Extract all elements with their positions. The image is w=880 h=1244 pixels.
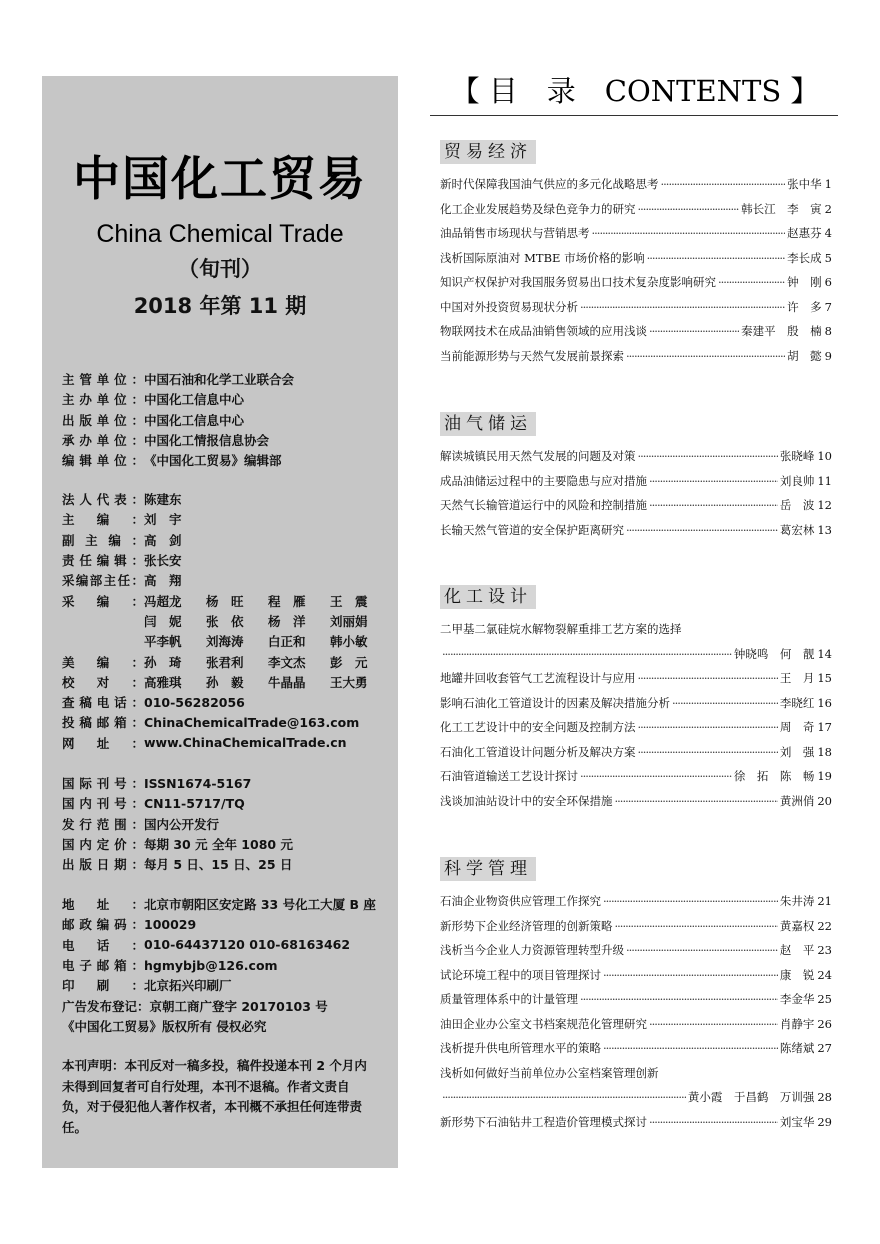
dot-leader: [580, 300, 785, 314]
staff-name: 李文杰: [268, 654, 306, 670]
info-label: 校 对 ：: [62, 674, 144, 690]
info-row: [62, 430, 392, 450]
entry-page: 6: [824, 275, 832, 289]
entry-title: 新形势下企业经济管理的创新策略: [440, 918, 613, 933]
info-value: 010-64437120 010-68163462: [144, 937, 351, 953]
entry-page: 27: [817, 1041, 832, 1055]
info-value: ISSN1674-5167: [144, 775, 252, 791]
entry-title: 解读城镇民用天然气发展的问题及对策: [440, 449, 636, 463]
contents-entry: [440, 646, 832, 671]
info-label: 投 稿 邮 箱 ：: [62, 715, 144, 731]
entry-page: 1: [824, 177, 832, 191]
dot-leader: [649, 324, 739, 338]
staff-names: [144, 632, 384, 650]
info-label: 出 版 单 位 ：: [62, 412, 144, 428]
entry-title: 油品销售市场现状与营销思考: [440, 226, 590, 240]
info-label: 法 人 代 表 ：: [62, 492, 144, 508]
staff-row: [62, 692, 392, 712]
info-value: 北京拓兴印刷厂: [144, 978, 232, 994]
staff-name: 高 翔: [144, 573, 182, 589]
info-row: [62, 773, 392, 793]
staff-names: [144, 490, 182, 508]
journal-title: 中国化工贸易: [73, 152, 367, 207]
entry-title: 浅析提升供电所管理水平的策略: [440, 1041, 601, 1055]
entry-author: 黄小霞 于昌鹤 万训强: [687, 1090, 815, 1104]
entry-title: 长输天然气管道的安全保护距离研究: [440, 522, 624, 537]
contents-entry: [440, 225, 832, 250]
entry-title: 油田企业办公室文书档案规范化管理研究: [440, 1016, 647, 1031]
entry-page: 4: [824, 226, 832, 240]
contents-entry: [440, 473, 832, 498]
entry-page: 10: [817, 449, 832, 463]
entry-page: 21: [817, 894, 832, 908]
info-row: [62, 814, 392, 834]
staff-name: 高 剑: [144, 532, 182, 548]
entry-page: 16: [817, 695, 832, 710]
staff-row: [62, 611, 392, 631]
staff-name: 程 雁: [268, 593, 306, 609]
entry-author: 刘良帅: [779, 473, 815, 488]
issue-number: 2018 年第 11 期: [133, 294, 307, 318]
info-value: 中国化工情报信息协会: [144, 433, 270, 449]
entry-title: 石油企业物资供应管理工作探究: [440, 894, 601, 908]
entry-author: 赵惠芬: [787, 226, 822, 240]
entry-title: 石油化工管道设计问题分析及解决方案: [440, 744, 636, 759]
journal-frequency: （旬刊）: [178, 257, 262, 281]
staff-name: 杨 旺: [206, 593, 244, 609]
staff-name: 刘海涛: [206, 634, 244, 650]
dot-leader: [603, 968, 778, 982]
entry-title: 影响石油化工管道设计的因素及解决措施分析: [440, 695, 670, 710]
contents-entry: [440, 695, 832, 720]
info-row: [62, 793, 392, 813]
staff-row: [62, 530, 392, 550]
info-row: [62, 975, 392, 995]
staff-names: [144, 510, 182, 528]
entry-title: 成品油储运过程中的主要隐患与应对措施: [440, 473, 647, 488]
info-label: 责 任 编 辑 ：: [62, 553, 144, 569]
entry-list: [440, 893, 832, 1138]
info-label: 副 主 编 ：: [62, 532, 144, 548]
ad-registration: 广告发布登记：京朝工商广登字 20170103 号: [62, 999, 328, 1015]
publisher-block: [62, 369, 392, 470]
staff-name: 010-56282056: [144, 694, 245, 710]
contents-heading: 【 目 录 CONTENTS 】: [450, 74, 820, 108]
info-value: 100029: [144, 916, 197, 932]
entry-author: 张中华: [787, 177, 822, 191]
staff-names: [144, 592, 384, 610]
dot-leader: [672, 696, 778, 710]
info-label: 编 辑 单 位 ：: [62, 453, 144, 469]
info-label: 主 编 ：: [62, 512, 144, 528]
entry-title: 化工工艺设计中的安全问题及控制方法: [440, 720, 636, 734]
rights-block: [62, 996, 392, 1037]
dot-leader: [649, 474, 778, 488]
entry-author: 徐 拓 陈 畅: [733, 769, 815, 783]
info-label: 国 内 定 价 ：: [62, 837, 144, 853]
entry-author: 康 锐: [779, 967, 815, 982]
entry-author: 陈绪斌: [779, 1041, 815, 1055]
dot-leader: [592, 226, 786, 240]
dot-leader: [626, 943, 778, 957]
contents-entry: [440, 176, 832, 201]
entry-page: 8: [824, 324, 832, 338]
dot-leader: [626, 349, 785, 363]
entry-title: 天然气长输管道运行中的风险和控制措施: [440, 498, 647, 512]
entry-list: [440, 448, 832, 546]
contents-section: [440, 140, 832, 372]
info-value: 每期 30 元 全年 1080 元: [144, 837, 293, 853]
info-value: 中国化工信息中心: [144, 412, 245, 428]
contents-entry: [440, 1016, 832, 1041]
section-title: 化工设计: [440, 585, 536, 609]
staff-names: [144, 653, 384, 671]
entry-page: 9: [824, 348, 832, 363]
staff-name: 韩小敏: [330, 634, 368, 650]
entry-page: 13: [817, 522, 832, 537]
dot-leader: [626, 523, 778, 537]
staff-name: 张君利: [206, 654, 244, 670]
entry-page: 18: [817, 744, 832, 759]
publication-notice: 本刊声明：本刊反对一稿多投，稿件投递本刊 2 个月内未得到回复者可自行处理，本刊不退稿。作者文责自负，对于侵犯他人著作权者，本刊概不承担任何连带责任。: [62, 1058, 367, 1135]
dot-leader: [442, 1090, 686, 1104]
staff-name: 彭 元: [330, 654, 368, 670]
staff-name: 王 震: [330, 593, 368, 609]
entry-author: 朱井涛: [779, 894, 815, 908]
staff-row: [62, 712, 392, 732]
contents-entry: [440, 967, 832, 992]
contents-entry: [440, 299, 832, 324]
entry-author: 刘 强: [779, 744, 815, 759]
entry-author: 韩长江 李 寅: [741, 201, 822, 216]
entry-page: 5: [824, 250, 832, 265]
entry-title: 地罐井回收套管气工艺流程设计与应用: [440, 671, 636, 685]
info-value: 国内公开发行: [144, 816, 220, 832]
entry-title: 化工企业发展趋势及绿色竞争力的研究: [440, 201, 636, 216]
staff-name: 高雅琪: [144, 674, 182, 690]
staff-row: [62, 509, 392, 529]
entry-page: 26: [817, 1016, 832, 1031]
staff-names: [144, 715, 359, 730]
info-label: 地 址 ：: [62, 897, 144, 913]
entry-author: 许 多: [787, 299, 822, 314]
contents-divider: [430, 115, 838, 116]
entry-title: 浅析国际原油对 MTBE 市场价格的影响: [440, 250, 645, 265]
info-row: [62, 914, 392, 934]
contents-entry: [440, 942, 832, 967]
dot-leader: [638, 720, 778, 734]
entry-title: 当前能源形势与天然气发展前景探索: [440, 348, 624, 363]
info-value: 《中国化工贸易》编辑部: [144, 453, 282, 469]
masthead-panel: [42, 76, 398, 1168]
info-label: 国 际 刊 号 ：: [62, 776, 144, 792]
dot-leader: [615, 919, 778, 933]
entry-page: 20: [817, 793, 832, 808]
dot-leader: [638, 745, 778, 759]
contents-entry: [440, 448, 832, 473]
info-label: 采 编 部 主 任 ：: [62, 573, 144, 589]
info-label: 电 子 邮 箱 ：: [62, 958, 144, 974]
staff-name: 刘 宇: [144, 512, 182, 528]
info-value: 每月 5 日、15 日、25 日: [144, 857, 293, 873]
entry-page: 15: [817, 671, 832, 685]
info-label: 电 话 ：: [62, 937, 144, 953]
staff-name: www.ChinaChemicalTrade.cn: [144, 735, 347, 751]
entry-author: 李金华: [779, 992, 815, 1006]
info-label: 主 办 单 位 ：: [62, 392, 144, 408]
pubinfo-block: [62, 773, 392, 874]
contents-entry: [440, 250, 832, 275]
dot-leader: [661, 177, 786, 191]
section-title: 油气储运: [440, 412, 536, 436]
staff-names: [144, 735, 347, 750]
staff-names: [144, 571, 182, 589]
info-row: [62, 369, 392, 389]
entry-title: 石油管道输送工艺设计探讨: [440, 769, 578, 783]
dot-leader: [647, 251, 786, 265]
entry-list: [440, 621, 832, 817]
contents-entry: [440, 670, 832, 695]
entry-page: 14: [817, 646, 832, 661]
entry-author: 钟晓鸣 何 靓: [733, 646, 815, 661]
contents-entry: [440, 348, 832, 373]
dot-leader: [638, 202, 740, 216]
staff-block: [62, 489, 392, 753]
dot-leader: [649, 1115, 778, 1129]
info-label: 出 版 日 期 ：: [62, 857, 144, 873]
info-label: 网 址 ：: [62, 735, 144, 751]
info-row: [62, 894, 392, 914]
entry-page: 22: [817, 918, 832, 933]
info-value: hgmybjb@126.com: [144, 957, 278, 973]
info-row: [62, 410, 392, 430]
info-value: 中国石油和化学工业联合会: [144, 372, 295, 388]
contents-entry: [440, 522, 832, 547]
info-row: [62, 955, 392, 975]
info-label: 印 刷 ：: [62, 978, 144, 994]
contents-entry: [440, 744, 832, 769]
contents-entry: [440, 1089, 832, 1114]
staff-names: [144, 531, 182, 549]
staff-name: 白正和: [268, 634, 306, 650]
staff-row: [62, 590, 392, 610]
staff-name: 刘丽娟: [330, 613, 368, 629]
contents-entry: [440, 201, 832, 226]
entry-author: 李长成: [787, 250, 822, 265]
entry-title: 新形势下石油钻井工程造价管理模式探讨: [440, 1114, 647, 1129]
info-row: [62, 935, 392, 955]
info-label: 采 编 ：: [62, 593, 144, 609]
entry-page: 24: [817, 967, 832, 982]
entry-page: 2: [824, 201, 832, 216]
contents-entry: [440, 793, 832, 818]
info-label: 查 稿 电 话 ：: [62, 695, 144, 711]
staff-name: 冯超龙: [144, 593, 182, 609]
dot-leader: [718, 275, 785, 289]
info-row: [62, 834, 392, 854]
dot-leader: [603, 1041, 778, 1055]
entry-author: 李晓红: [779, 695, 815, 710]
dot-leader: [615, 794, 778, 808]
info-label: 美 编 ：: [62, 654, 144, 670]
entry-title: 物联网技术在成品油销售领域的应用浅谈: [440, 324, 647, 338]
entry-title: 浅析当今企业人力资源管理转型升级: [440, 943, 624, 957]
entry-author: 肖静宇: [779, 1016, 815, 1031]
section-title: 贸易经济: [440, 140, 536, 164]
contents-entry: [440, 274, 832, 299]
entry-author: 周 奇: [779, 720, 815, 734]
staff-names: [144, 551, 182, 569]
staff-name: 陈建东: [144, 492, 182, 508]
dot-leader: [580, 769, 732, 783]
entry-author: 刘宝华: [779, 1114, 815, 1129]
info-row: [62, 854, 392, 874]
dot-leader: [603, 894, 778, 908]
entry-title: 质量管理体系中的计量管理: [440, 992, 578, 1006]
info-label: 承 办 单 位 ：: [62, 433, 144, 449]
info-label: 发 行 范 围 ：: [62, 816, 144, 832]
entry-author: 赵 平: [779, 943, 815, 957]
entry-author: 黄嘉权: [779, 918, 815, 933]
entry-author: 王 月: [779, 671, 815, 685]
contents-section: [440, 412, 832, 546]
dot-leader: [649, 1017, 778, 1031]
contents-entry: [440, 497, 832, 522]
entry-title: 浅析如何做好当前单位办公室档案管理创新: [440, 1065, 659, 1080]
staff-name: 王大勇: [330, 674, 368, 690]
entry-title: 二甲基二氯硅烷水解物裂解重排工艺方案的选择: [440, 622, 682, 636]
staff-name: 张长安: [144, 553, 182, 569]
staff-name: ChinaChemicalTrade@163.com: [144, 714, 360, 730]
staff-row: [62, 672, 392, 692]
staff-name: 孙 毅: [206, 674, 244, 690]
entry-title: 新时代保障我国油气供应的多元化战略思考: [440, 177, 659, 191]
contents-entry: [440, 719, 832, 744]
info-row: [62, 389, 392, 409]
staff-row: [62, 570, 392, 590]
staff-names: [144, 695, 245, 710]
staff-name: 杨 洋: [268, 613, 306, 629]
info-value: 中国化工信息中心: [144, 392, 245, 408]
entry-author: 黄洲俏: [779, 793, 815, 808]
contents-entry: [440, 893, 832, 918]
staff-name: 牛晶晶: [268, 674, 306, 690]
entry-author: 秦建平 殷 楠: [741, 324, 822, 338]
staff-row: [62, 631, 392, 651]
contents-entry: [440, 1114, 832, 1139]
contact-block: [62, 894, 392, 995]
entry-author: 胡 懿: [787, 348, 822, 363]
staff-name: 张 依: [206, 613, 244, 629]
entry-page: 19: [817, 769, 832, 783]
entry-author: 钟 刚: [787, 275, 822, 289]
entry-author: 葛宏林: [779, 522, 815, 537]
staff-row: [62, 550, 392, 570]
dot-leader: [442, 647, 732, 661]
dot-leader: [638, 671, 778, 685]
entry-author: 岳 波: [779, 498, 815, 512]
info-value: 北京市朝阳区安定路 33 号化工大厦 B 座: [144, 897, 376, 913]
staff-names: [144, 673, 384, 691]
info-value: CN11-5717/TQ: [144, 795, 245, 811]
entry-title: 知识产权保护对我国服务贸易出口技术复杂度影响研究: [440, 275, 716, 289]
staff-row: [62, 489, 392, 509]
entry-page: 23: [817, 943, 832, 957]
dot-leader: [649, 498, 778, 512]
contents-entry: [440, 918, 832, 943]
entry-page: 29: [817, 1114, 832, 1129]
section-title: 科学管理: [440, 857, 536, 881]
staff-row: [62, 733, 392, 753]
dot-leader: [638, 449, 778, 463]
entry-page: 17: [817, 720, 832, 734]
entry-list: [440, 176, 832, 372]
entry-title: 浅谈加油站设计中的安全环保措施: [440, 793, 613, 808]
info-label: 国 内 刊 号 ：: [62, 796, 144, 812]
copyright-line: 《中国化工贸易》版权所有 侵权必究: [62, 1019, 267, 1035]
entry-page: 7: [824, 299, 832, 314]
entry-page: 28: [817, 1090, 832, 1104]
staff-row: [62, 651, 392, 671]
entry-title: 中国对外投资贸易现状分析: [440, 299, 578, 314]
entry-page: 11: [817, 473, 832, 488]
staff-name: 闫 妮: [144, 613, 182, 629]
contents-entry: [440, 768, 832, 793]
contents-section: [440, 857, 832, 1138]
entry-author: 张晓峰: [779, 449, 815, 463]
entry-page: 25: [817, 992, 832, 1006]
staff-name: 孙 琦: [144, 654, 182, 670]
entry-title: 试论环境工程中的项目管理探讨: [440, 967, 601, 982]
staff-name: 平李帆: [144, 634, 182, 650]
info-row: [62, 450, 392, 470]
info-label: 邮 政 编 码 ：: [62, 917, 144, 933]
dot-leader: [580, 992, 778, 1006]
contents-entry: [440, 323, 832, 348]
info-label: 主 管 单 位 ：: [62, 372, 144, 388]
contents-entry: [440, 1040, 832, 1065]
journal-title-en: China Chemical Trade: [96, 220, 344, 248]
contents-entry: [440, 991, 832, 1016]
entry-page: 12: [817, 498, 832, 512]
staff-names: [144, 612, 384, 630]
contents-section: [440, 585, 832, 817]
